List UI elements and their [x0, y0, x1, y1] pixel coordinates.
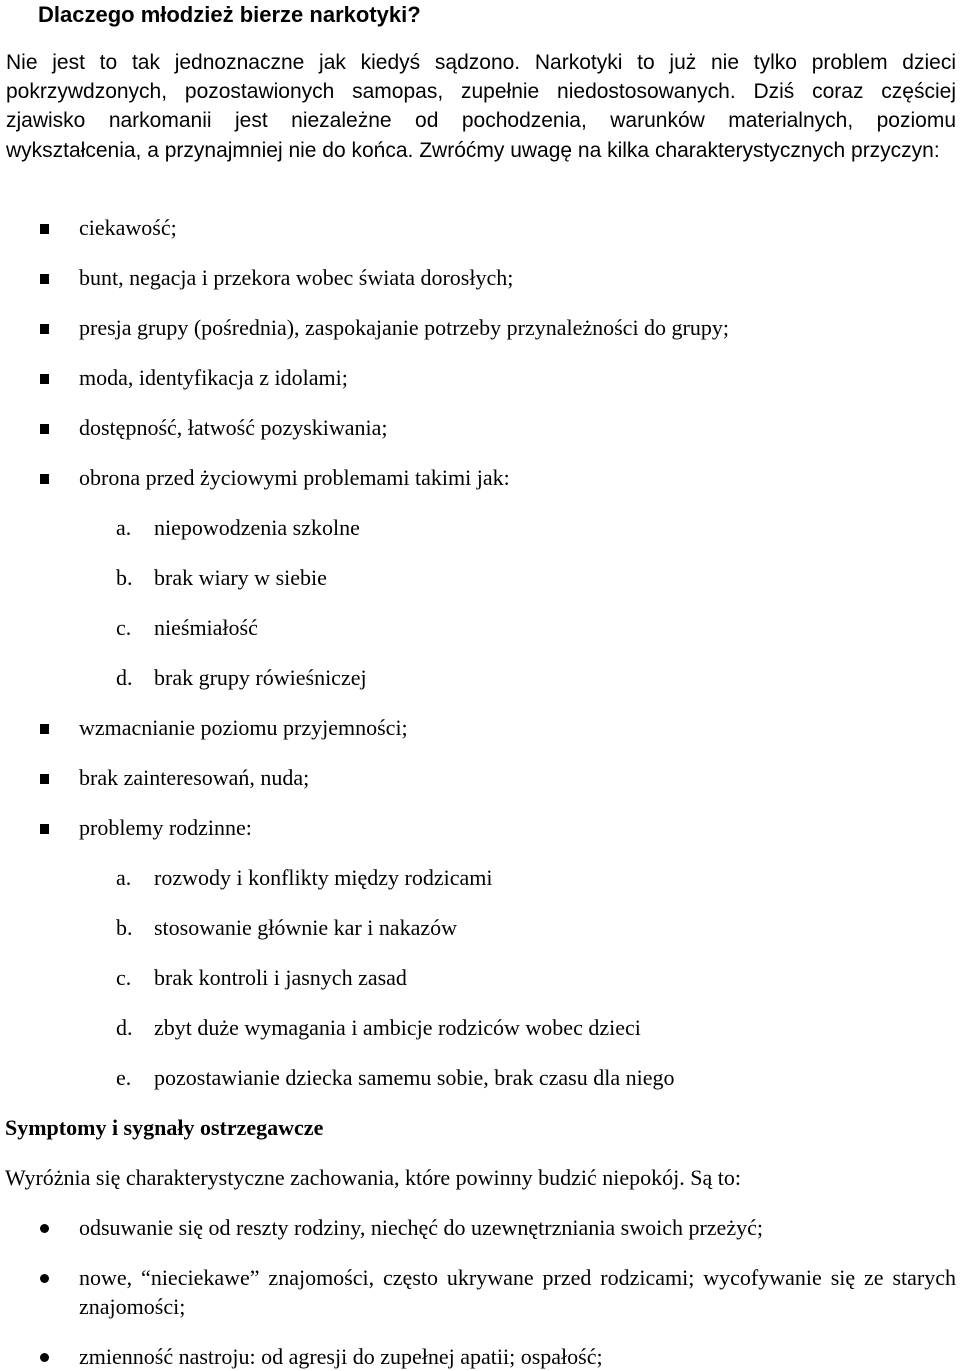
cause-item: obrona przed życiowymi problemami takimi jak:	[79, 465, 510, 490]
round-bullet-icon	[40, 1224, 49, 1233]
sublist-item: brak kontroli i jasnych zasad	[154, 965, 407, 990]
symptom-item: odsuwanie się od reszty rodziny, niechęć do uzewnętrzniania swoich przeżyć;	[79, 1215, 763, 1240]
sublist-item: brak wiary w siebie	[154, 565, 327, 590]
sublist-letter: b.	[116, 915, 133, 940]
square-bullet-icon	[40, 824, 49, 834]
sublist-item: brak grupy rówieśniczej	[154, 665, 367, 690]
sublist-item: nieśmiałość	[154, 615, 258, 640]
cause-item: moda, identyfikacja z idolami;	[79, 365, 348, 390]
section-heading: Symptomy i sygnały ostrzegawcze	[5, 1115, 324, 1140]
sublist-item: zbyt duże wymagania i ambicje rodziców wobec dzieci	[154, 1015, 641, 1040]
symptom-item: nowe, “nieciekawe” znajomości, często ukrywane przed rodzicami; wycofywanie się ze starych znajomości;	[79, 1265, 956, 1319]
cause-item: presja grupy (pośrednia), zaspokajanie potrzeby przynależności do grupy;	[79, 315, 729, 340]
square-bullet-icon	[40, 724, 49, 734]
square-bullet-icon	[40, 224, 49, 234]
cause-item: brak zainteresowań, nuda;	[79, 765, 310, 790]
cause-item: dostępność, łatwość pozyskiwania;	[79, 415, 388, 440]
sublist-letter: d.	[116, 1015, 133, 1040]
cause-item: ciekawość;	[79, 215, 177, 240]
sublist-letter: a.	[116, 865, 132, 890]
square-bullet-icon	[40, 324, 49, 334]
sublist-item: stosowanie głównie kar i nakazów	[154, 915, 458, 940]
symptom-item: zmienność nastroju: od agresji do zupełnej apatii; ospałość;	[79, 1344, 603, 1369]
sublist-letter: c.	[116, 615, 132, 640]
sublist-letter: a.	[116, 515, 132, 540]
sublist-letter: e.	[116, 1065, 132, 1090]
sublist-letter: c.	[116, 965, 132, 990]
square-bullet-icon	[40, 424, 49, 434]
square-bullet-icon	[40, 774, 49, 784]
sublist-letter: b.	[116, 565, 133, 590]
sublist-item: rozwody i konflikty między rodzicami	[154, 865, 493, 890]
cause-item: wzmacnianie poziomu przyjemności;	[79, 715, 408, 740]
round-bullet-icon	[40, 1274, 49, 1283]
sublist-item: pozostawianie dziecka samemu sobie, brak czasu dla niego	[154, 1065, 675, 1090]
sublist-item: niepowodzenia szkolne	[154, 515, 360, 540]
square-bullet-icon	[40, 474, 49, 484]
sublist-letter: d.	[116, 665, 133, 690]
cause-item: bunt, negacja i przekora wobec świata dorosłych;	[79, 265, 514, 290]
page-title: Dlaczego młodzież bierze narkotyki?	[38, 2, 421, 27]
cause-item: problemy rodzinne:	[79, 815, 252, 840]
square-bullet-icon	[40, 374, 49, 384]
square-bullet-icon	[40, 274, 49, 284]
round-bullet-icon	[40, 1353, 49, 1362]
section-intro: Wyróżnia się charakterystyczne zachowania, które powinny budzić niepokój. Są to:	[5, 1165, 742, 1190]
intro-paragraph: Nie jest to tak jednoznaczne jak kiedyś sądzono. Narkotyki to już nie tylko problem dzieci pokrzywdzonych, pozostawionych samopas, zupełnie niedostosowanych. Dziś coraz częściej zjawisko narkomanii jest niezależne od pochodzenia, warunków materialnych, poziomu wykształcenia, a przynajmniej nie do końca. Zwróćmy uwagę na kilka charakterystycznych przyczyn:	[6, 51, 956, 162]
